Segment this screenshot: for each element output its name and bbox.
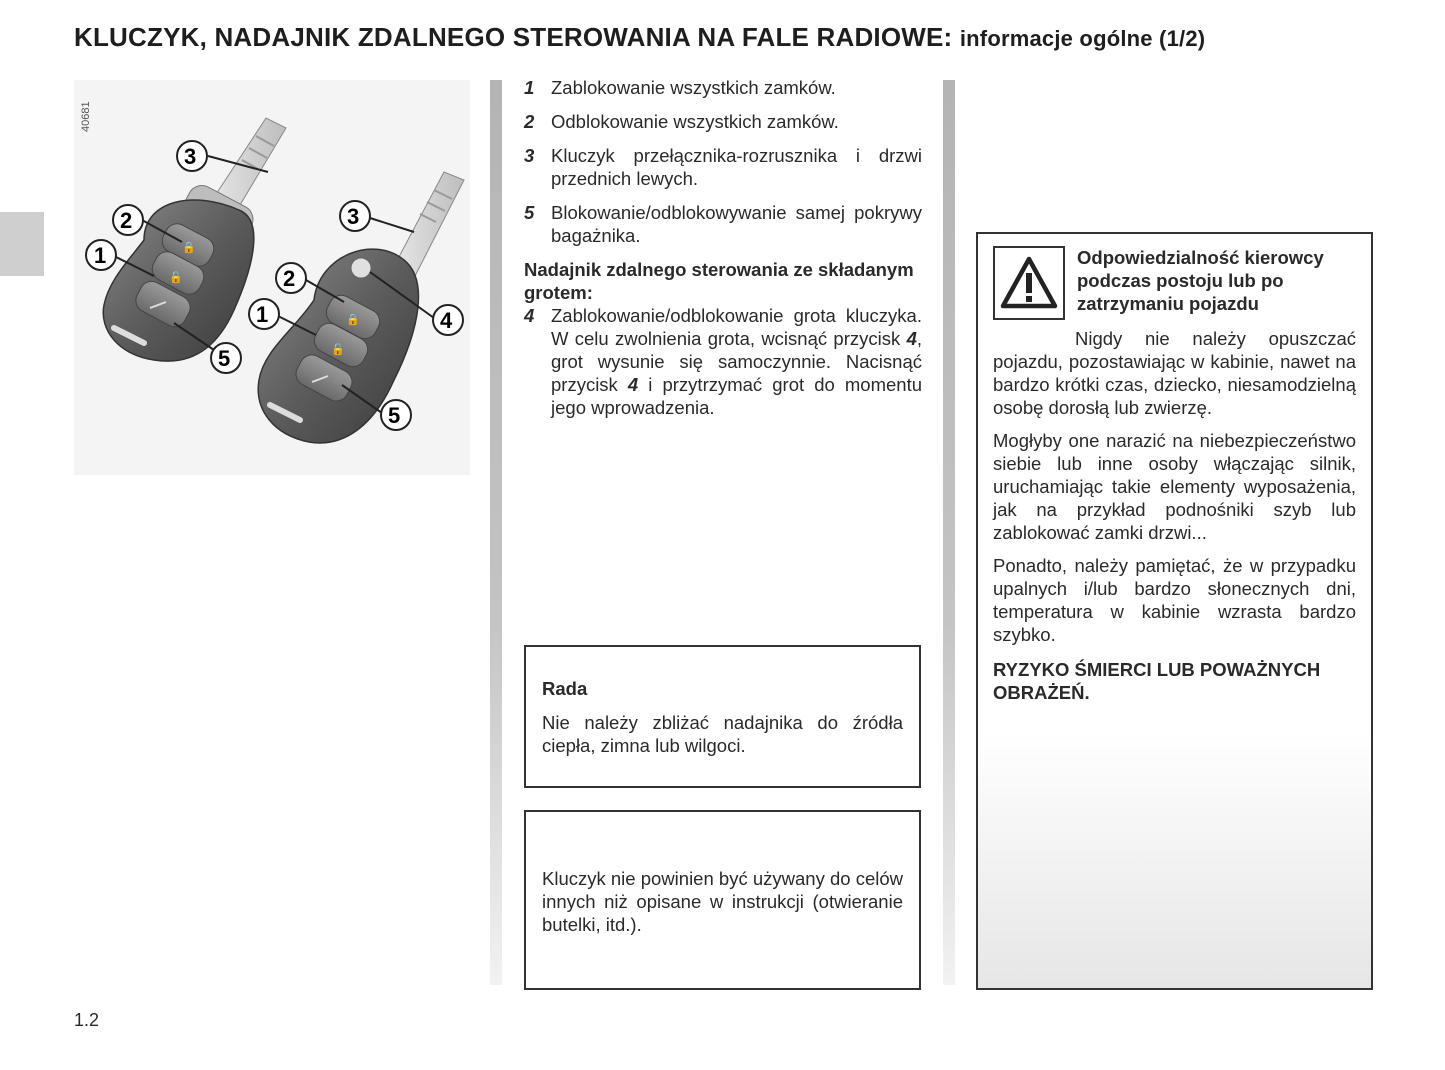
tip-title: Rada (542, 678, 588, 699)
page-title (74, 22, 1374, 53)
tip-box (524, 645, 921, 788)
svg-text:🔓: 🔓 (331, 344, 345, 356)
warning-title: Odpowiedzialność kierowcy podczas postoju lub po zatrzymaniu pojazdu (1077, 247, 1324, 314)
list-item: 2 Odblokowanie wszystkich zamków. (524, 111, 839, 132)
list-item: 5 Blokowanie/odblokowywanie samej pokrywy bagażnika. (524, 202, 922, 246)
warning-paragraph: Mogłyby one narazić na niebezpieczeństwo siebie lub inne osoby włączając silnik, uruchamiając takie elementy wyposażenia, jak na przykład podnośniki szyb lub zablokować zamki drzwi... (993, 430, 1356, 543)
tip-text: Nie należy zbliżać nadajnika do źródła ciepła, zimna lub wilgoci. (542, 712, 903, 756)
warning-paragraph: Ponadto, należy pamiętać, że w przypadku upalnych i/lub bardzo słonecznych dni, temperatura w kabinie wzrasta bardzo szybko. (993, 555, 1356, 645)
key-illustration (74, 80, 470, 475)
list-item: 3 Kluczyk przełącznika-rozrusznika i drzwi przednich lewych. (524, 145, 922, 189)
column-divider-left (490, 80, 502, 985)
callout-5-right: 5 (388, 403, 401, 428)
list-item: 4 Zablokowanie/odblokowanie grota kluczyka. W celu zwolnienia grota, wcisnąć przycisk 4, grot wysunie się samoczynnie. Nacisnąć przycisk 4 i przytrzymać grot do momentu jego wprowadzenia. (524, 305, 922, 418)
warning-paragraph: Nigdy nie należy opuszczać pojazdu, pozostawiając w kabinie, nawet na bardzo krótki czas, dziecko, niesamodzielną osobę dorosłą lub zwierzę. (993, 328, 1356, 418)
svg-text:🔓: 🔓 (169, 272, 183, 284)
callout-5-left: 5 (218, 346, 231, 371)
warning-final: RYZYKO ŚMIERCI LUB POWAŻNYCH OBRAŻEŃ. (993, 659, 1321, 703)
callout-4-right: 4 (440, 308, 453, 333)
page-number: 1.2 (74, 1010, 100, 1030)
key-functions-column (524, 76, 922, 430)
callout-2-left: 2 (120, 208, 133, 233)
folding-key-heading: Nadajnik zdalnego sterowania ze składanym grotem: (524, 259, 914, 303)
left-key (86, 118, 286, 373)
callout-3-right: 3 (347, 204, 360, 229)
title-main: KLUCZYK, NADAJNIK ZDALNEGO STEROWANIA NA FALE RADIOWE: (74, 22, 953, 52)
callout-3-left: 3 (184, 144, 197, 169)
list-item: 1 Zablokowanie wszystkich zamków. (524, 77, 836, 98)
warning-panel (976, 232, 1373, 990)
callout-1-left: 1 (94, 243, 107, 268)
figure-reference: 40681 (80, 101, 92, 132)
svg-text:🔒: 🔒 (346, 314, 360, 326)
column-divider-right (943, 80, 955, 985)
callout-2-right: 2 (283, 266, 296, 291)
warning-triangle-icon (993, 246, 1065, 320)
note-box (524, 810, 921, 990)
svg-text:🔒: 🔒 (182, 242, 196, 254)
note-text: Kluczyk nie powinien być używany do celów innych niż opisane w instrukcji (otwieranie butelki, itd.). (542, 868, 903, 935)
chapter-tab (0, 212, 44, 276)
title-sub: informacje ogólne (1/2) (959, 26, 1206, 51)
right-key (249, 172, 464, 443)
key-drawing (74, 80, 470, 475)
callout-1-right: 1 (256, 302, 269, 327)
